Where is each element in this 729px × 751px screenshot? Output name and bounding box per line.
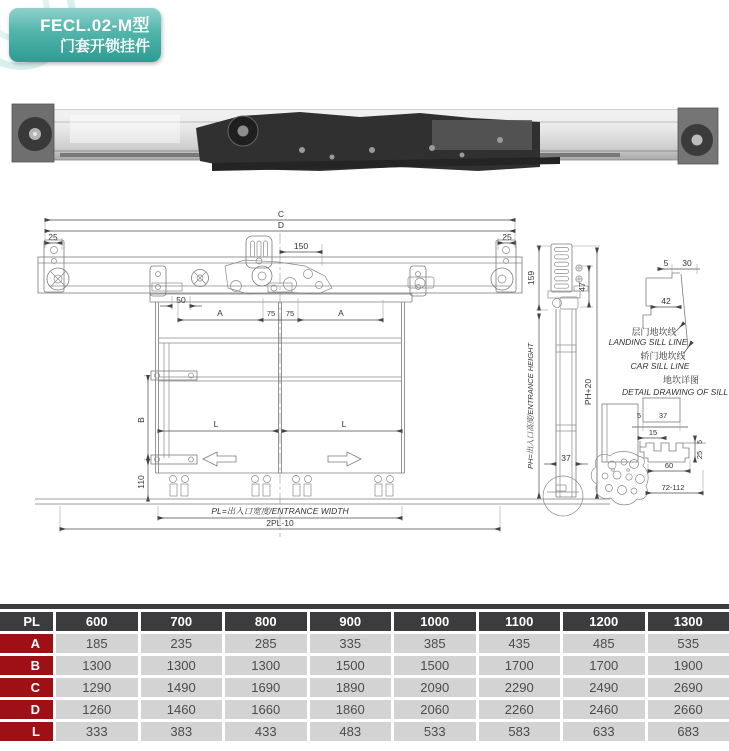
landing-sill-line-en: LANDING SILL LINE: [608, 337, 688, 347]
spec-table: [0, 604, 729, 741]
table-cell: 385: [394, 634, 476, 653]
row-label-b: B: [0, 656, 53, 675]
table-cell: 2690: [648, 678, 729, 697]
table-header-cell: 600: [56, 612, 138, 631]
row-label-d: D: [0, 700, 53, 719]
unlock-device: [151, 343, 197, 464]
table-cell: 1290: [56, 678, 138, 697]
table-cell: 2090: [394, 678, 476, 697]
dim-l-right-label: L: [341, 419, 347, 429]
table-cell: 285: [225, 634, 307, 653]
dim-75-left-label: 75: [266, 309, 276, 318]
door-shoes: [170, 476, 394, 497]
table-cell: 1890: [310, 678, 392, 697]
photo-drive-mechanism: [196, 112, 560, 171]
table-cell: 383: [141, 722, 223, 741]
table-header-cell: 1100: [479, 612, 561, 631]
table-cell: 633: [563, 722, 645, 741]
table-cell: 1300: [225, 656, 307, 675]
table-header-pl: PL: [0, 612, 53, 631]
table-cell: 1660: [225, 700, 307, 719]
dim-50-label: 50: [176, 295, 186, 305]
cs-dim-15-label: 15: [648, 428, 658, 437]
dim-37-label: 37: [561, 453, 571, 463]
front-view: [35, 209, 610, 537]
cs-dim-72-112-label: 72-112: [661, 483, 685, 492]
table-cell: 235: [141, 634, 223, 653]
table-cell: 1860: [310, 700, 392, 719]
lock-mechanism: [152, 260, 434, 294]
dim-a-right-label: A: [338, 308, 344, 318]
cs-dim-37-label: 37: [658, 411, 668, 420]
grout-aggregate: [602, 459, 645, 495]
table-cell: 1300: [56, 656, 138, 675]
table-cell: 483: [310, 722, 392, 741]
row-label-a: A: [0, 634, 53, 653]
table-cell: 1690: [225, 678, 307, 697]
dim-a-left-label: A: [217, 308, 223, 318]
table-header-cell: 700: [141, 612, 223, 631]
dim-25-right-label: 25: [502, 232, 512, 242]
table-cell: 185: [56, 634, 138, 653]
entrance-height-label: PH=出入口高度/ENTRANCE HEIGHT: [526, 342, 535, 470]
dim-110-label: 110: [136, 475, 146, 489]
cs-dim-5-label: 5: [636, 411, 642, 420]
row-label-c: C: [0, 678, 53, 697]
table-cell: 335: [310, 634, 392, 653]
dim-159-label: 159: [526, 270, 536, 286]
table-cell: 1300: [141, 656, 223, 675]
table-cell: 1500: [394, 656, 476, 675]
dim-d-label: D: [277, 220, 285, 230]
car-sill-line-cn: 轿门地坎线: [640, 351, 686, 361]
sill-dim-30-label: 30: [682, 258, 692, 268]
table-cell: 1260: [56, 700, 138, 719]
entrance-width-label: PL=出入口宽度/ENTRANCE WIDTH: [211, 506, 349, 516]
table-cell: 1700: [563, 656, 645, 675]
table-header-cell: 800: [225, 612, 307, 631]
cs-dim-5v-label: 5: [695, 439, 704, 445]
table-cell: 333: [56, 722, 138, 741]
table-cell: 485: [563, 634, 645, 653]
cs-dim-25-label: 25: [695, 450, 704, 460]
table-top-strip: [0, 604, 729, 609]
sill-dim-5-label: 5: [663, 258, 669, 268]
dim-l-left-label: L: [213, 419, 219, 429]
table-cell: 1490: [141, 678, 223, 697]
dim-25-left-label: 25: [48, 232, 58, 242]
table-cell: 2490: [563, 678, 645, 697]
dim-75-right-label: 75: [285, 309, 295, 318]
table-cell: 1700: [479, 656, 561, 675]
table-cell: 1900: [648, 656, 729, 675]
landing-sill-line-cn: 层门地坎线: [631, 327, 677, 337]
table-cell: 535: [648, 634, 729, 653]
dim-c-label: C: [277, 209, 285, 219]
open-direction-arrow-right: [328, 452, 361, 466]
dim-b-label: B: [136, 417, 146, 423]
model-badge: [9, 8, 161, 62]
table-cell: 1460: [141, 700, 223, 719]
side-view: [526, 244, 600, 516]
sill-line-detail: [609, 258, 700, 371]
ph-plus-20-label: PH+20: [583, 378, 593, 406]
table-cell: 435: [479, 634, 561, 653]
dim-47-label: 47: [577, 282, 587, 292]
table-header-cell: 1200: [563, 612, 645, 631]
sill-detail-title-cn: 地坎详图: [662, 375, 700, 385]
sill-dim-42-label: 42: [661, 296, 671, 306]
table-header-cell: 900: [310, 612, 392, 631]
photo-right-pulley: [678, 108, 718, 164]
table-cell: 2660: [648, 700, 729, 719]
product-photo: [12, 104, 718, 171]
overall-width-label: 2PL-10: [266, 518, 294, 528]
product-name: 门套开锁挂件: [59, 38, 150, 55]
table-cell: 583: [479, 722, 561, 741]
table-cell: 2260: [479, 700, 561, 719]
table-cell: 683: [648, 722, 729, 741]
model-number: FECL.02-M型: [40, 16, 150, 35]
car-sill-line-en: CAR SILL LINE: [630, 361, 690, 371]
cs-dim-60-label: 60: [664, 461, 674, 470]
row-label-l: L: [0, 722, 53, 741]
dim-150-label: 150: [293, 241, 309, 251]
open-direction-arrow-left: [203, 452, 236, 466]
table-header-cell: 1000: [394, 612, 476, 631]
photo-left-pulley: [12, 104, 54, 162]
table-cell: 533: [394, 722, 476, 741]
technical-drawing: [35, 209, 728, 537]
table-cell: 2460: [563, 700, 645, 719]
table-cell: 2290: [479, 678, 561, 697]
table-cell: 1500: [310, 656, 392, 675]
table-cell: 2060: [394, 700, 476, 719]
table-cell: 433: [225, 722, 307, 741]
detail-callout-circle: [543, 476, 583, 516]
table-header-cell: 1300: [648, 612, 729, 631]
sill-cross-section: [591, 374, 728, 505]
sill-detail-title-en: DETAIL DRAWING OF SILL: [621, 387, 729, 397]
